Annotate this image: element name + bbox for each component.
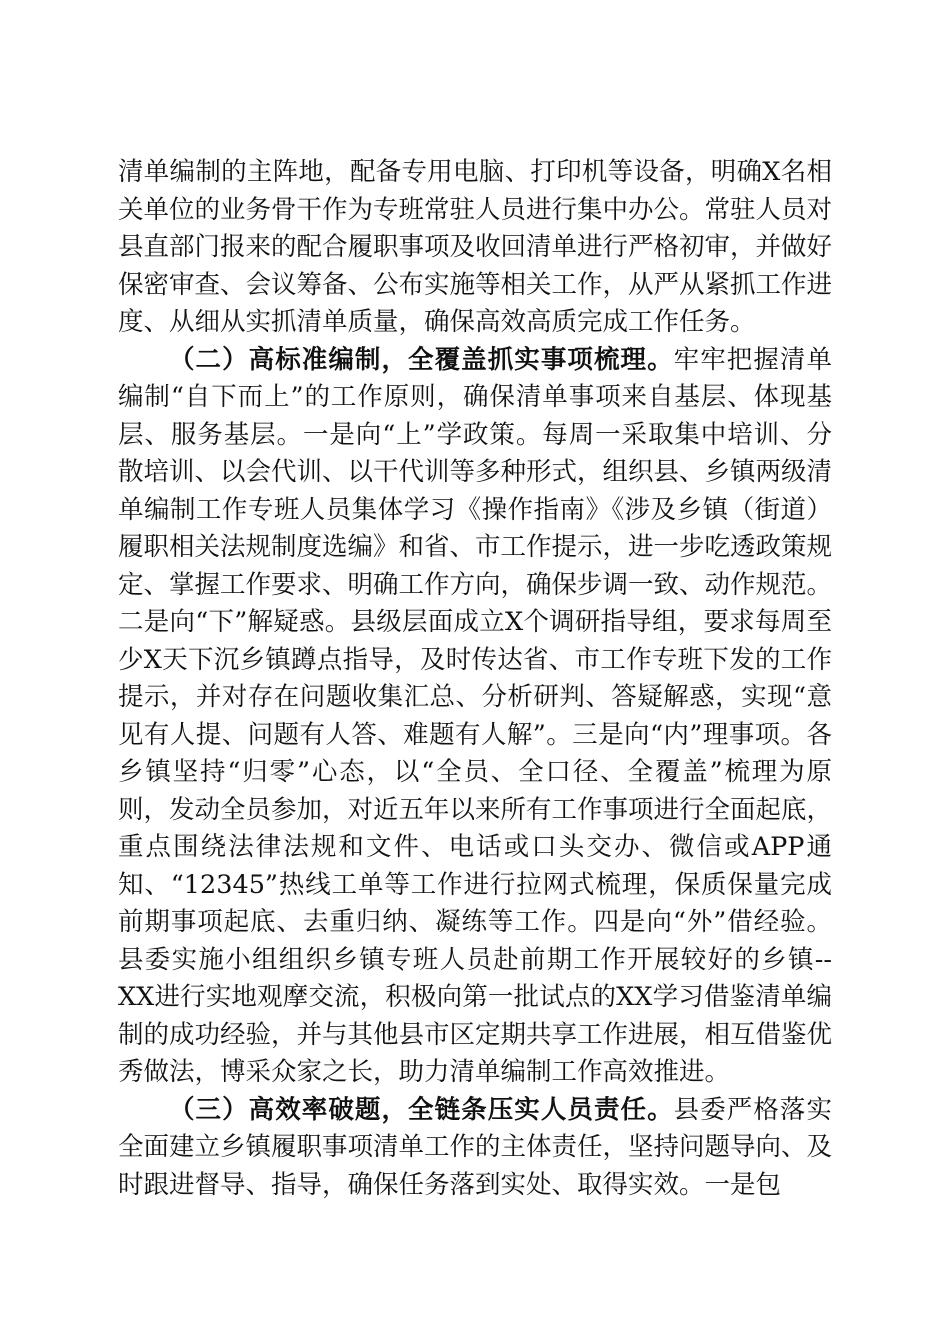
document-body [118,154,832,1204]
paragraph-section-three [118,1092,832,1205]
paragraph-text: 清单编制的主阵地，配备专用电脑、打印机等设备，明确X名相关单位的业务骨干作为专班常驻人员进行集中办公。常驻人员对县直部门报来的配合履职事项及收回清单进行严格初审，并做好保密审查、会议筹备、公布实施等相关工作，从严从紧抓工作进度、从细从实抓清单质量，确保高效高质完成工作任务。 [118,157,833,337]
section-heading: （二）高标准编制，全覆盖抓实事项梳理。 [169,344,674,375]
paragraph-section-two [118,342,832,1092]
paragraph-text: 牢牢把握清单编制“自下而上”的工作原则，确保清单事项来自基层、体现基层、服务基层。一是向“上”学政策。每周一采取集中培训、分散培训、以会代训、以干代训等多种形式，组织县、乡镇两级清单编制工作专班人员集体学习《操作指南》《涉及乡镇（街道）履职相关法规制度选编》和省、市工作提示，进一步吃透政策规定、掌握工作要求、明确工作方向，确保步调一致、动作规范。二是向“下”解疑惑。县级层面成立X个调研指导组，要求每周至少X天下沉乡镇蹲点指导，及时传达省、市工作专班下发的工作提示，并对存在问题收集汇总、分析研判、答疑解惑，实现“意见有人提、问题有人答、难题有人解”。三是向“内”理事项。各乡镇坚持“归零”心态，以“全员、全口径、全覆盖”梳理为原则，发动全员参加，对近五年以来所有工作事项进行全面起底，重点围绕法律法规和文件、电话或口头交办、微信或APP通知、“12345”热线工单等工作进行拉网式梳理，保质保量完成前期事项起底、去重归纳、凝练等工作。四是向“外”借经验。县委实施小组组织乡镇专班人员赴前期工作开展较好的乡镇--XX进行实地观摩交流，积极向第一批试点的XX学习借鉴清单编制的成功经验，并与其他县市区定期共享工作进展，相互借鉴优秀做法，博采众家之长，助力清单编制工作高效推进。 [118,344,833,1087]
paragraph-text: 县委严格落实全面建立乡镇履职事项清单工作的主体责任，坚持问题导向、及时跟进督导、指导，确保任务落到实处、取得实效。一是包 [118,1094,833,1200]
paragraph-continuation [118,154,832,342]
section-heading: （三）高效率破题，全链条压实人员责任。 [169,1094,674,1125]
